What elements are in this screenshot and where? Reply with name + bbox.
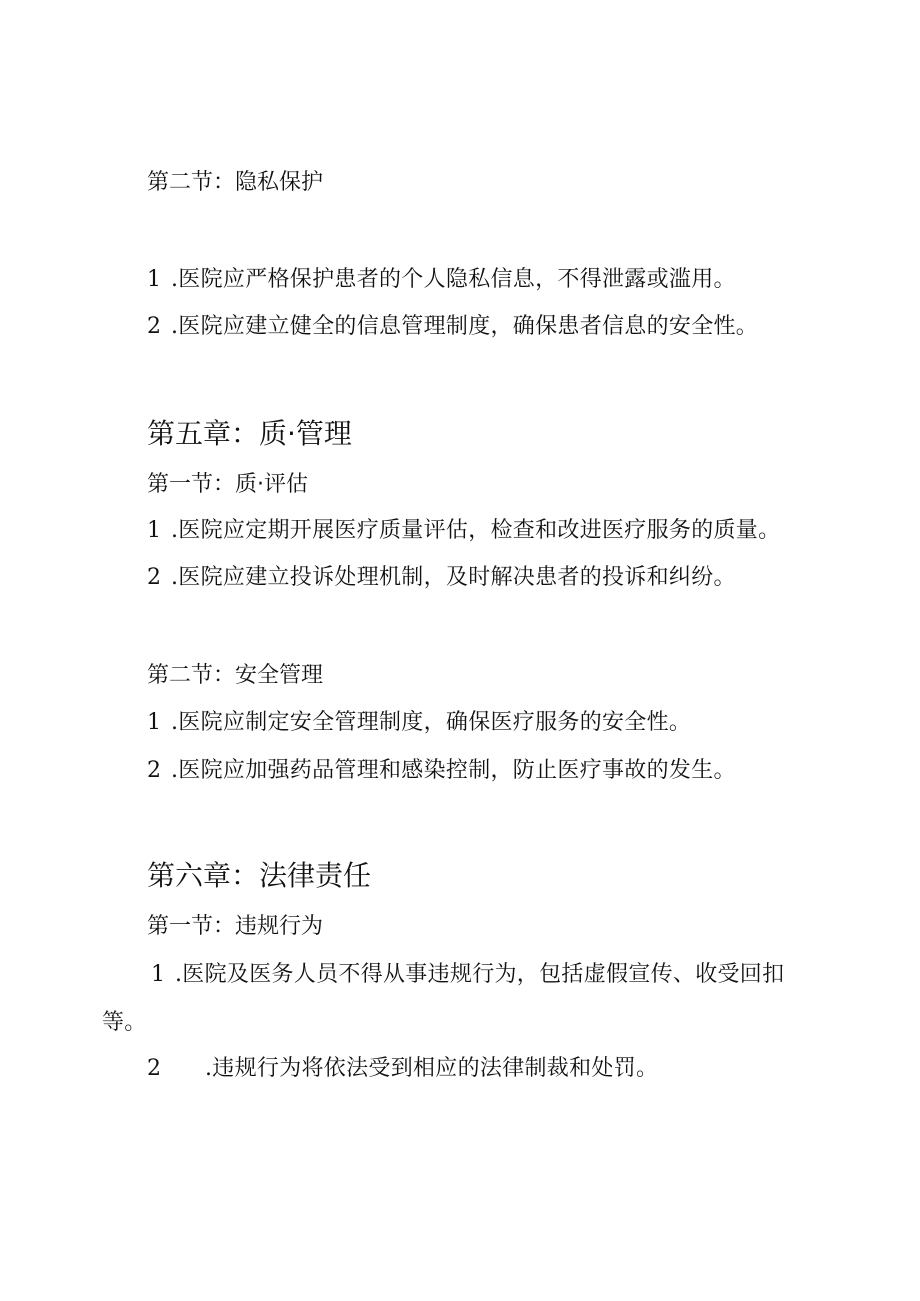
item-number: 1: [147, 267, 162, 292]
item-number: 1: [147, 710, 162, 735]
item-number: 2: [147, 1056, 162, 1081]
chapter-heading-legal: 第六章：法律责任: [147, 859, 372, 892]
list-item: [147, 316, 758, 338]
item-text: .医院应建立健全的信息管理制度，确保患者信息的安全性。: [171, 314, 759, 339]
item-text: .医院应制定安全管理制度，确保医疗服务的安全性。: [171, 710, 692, 735]
section-heading-violations: 第一节：违规行为: [147, 914, 324, 939]
item-number: 1: [151, 962, 166, 987]
section-heading-quality-evaluation: 第一节：质·评估: [147, 472, 308, 497]
list-item: [147, 1058, 658, 1080]
list-item: [151, 964, 784, 986]
item-text: .医院应定期开展医疗质量评估，检查和改进医疗服务的质量。: [171, 518, 781, 543]
item-text: .违规行为将依法受到相应的法律制裁和处罚。: [205, 1056, 659, 1081]
item-text: .医院应建立投诉处理机制，及时解决患者的投诉和纠纷。: [171, 565, 736, 590]
section-heading-safety: 第二节：安全管理: [147, 663, 324, 688]
list-item: [147, 269, 736, 291]
item-number: 2: [147, 758, 162, 783]
list-item: [147, 712, 691, 734]
item-number: 2: [147, 565, 162, 590]
item-number: 2: [147, 314, 162, 339]
section-heading-privacy: 第二节：隐私保护: [147, 170, 324, 195]
list-item: [147, 760, 736, 782]
list-item: [147, 520, 780, 542]
item-text: .医院应严格保护患者的个人隐私信息，不得泄露或滥用。: [171, 267, 736, 292]
list-item-continuation: 等。: [102, 1010, 147, 1035]
item-number: 1: [147, 518, 162, 543]
item-text: .医院及医务人员不得从事违规行为，包括虚假宣传、收受回扣: [175, 962, 785, 987]
chapter-heading-quality: 第五章：质·管理: [147, 417, 352, 450]
item-text: .医院应加强药品管理和感染控制，防止医疗事故的发生。: [171, 758, 736, 783]
list-item: [147, 567, 736, 589]
